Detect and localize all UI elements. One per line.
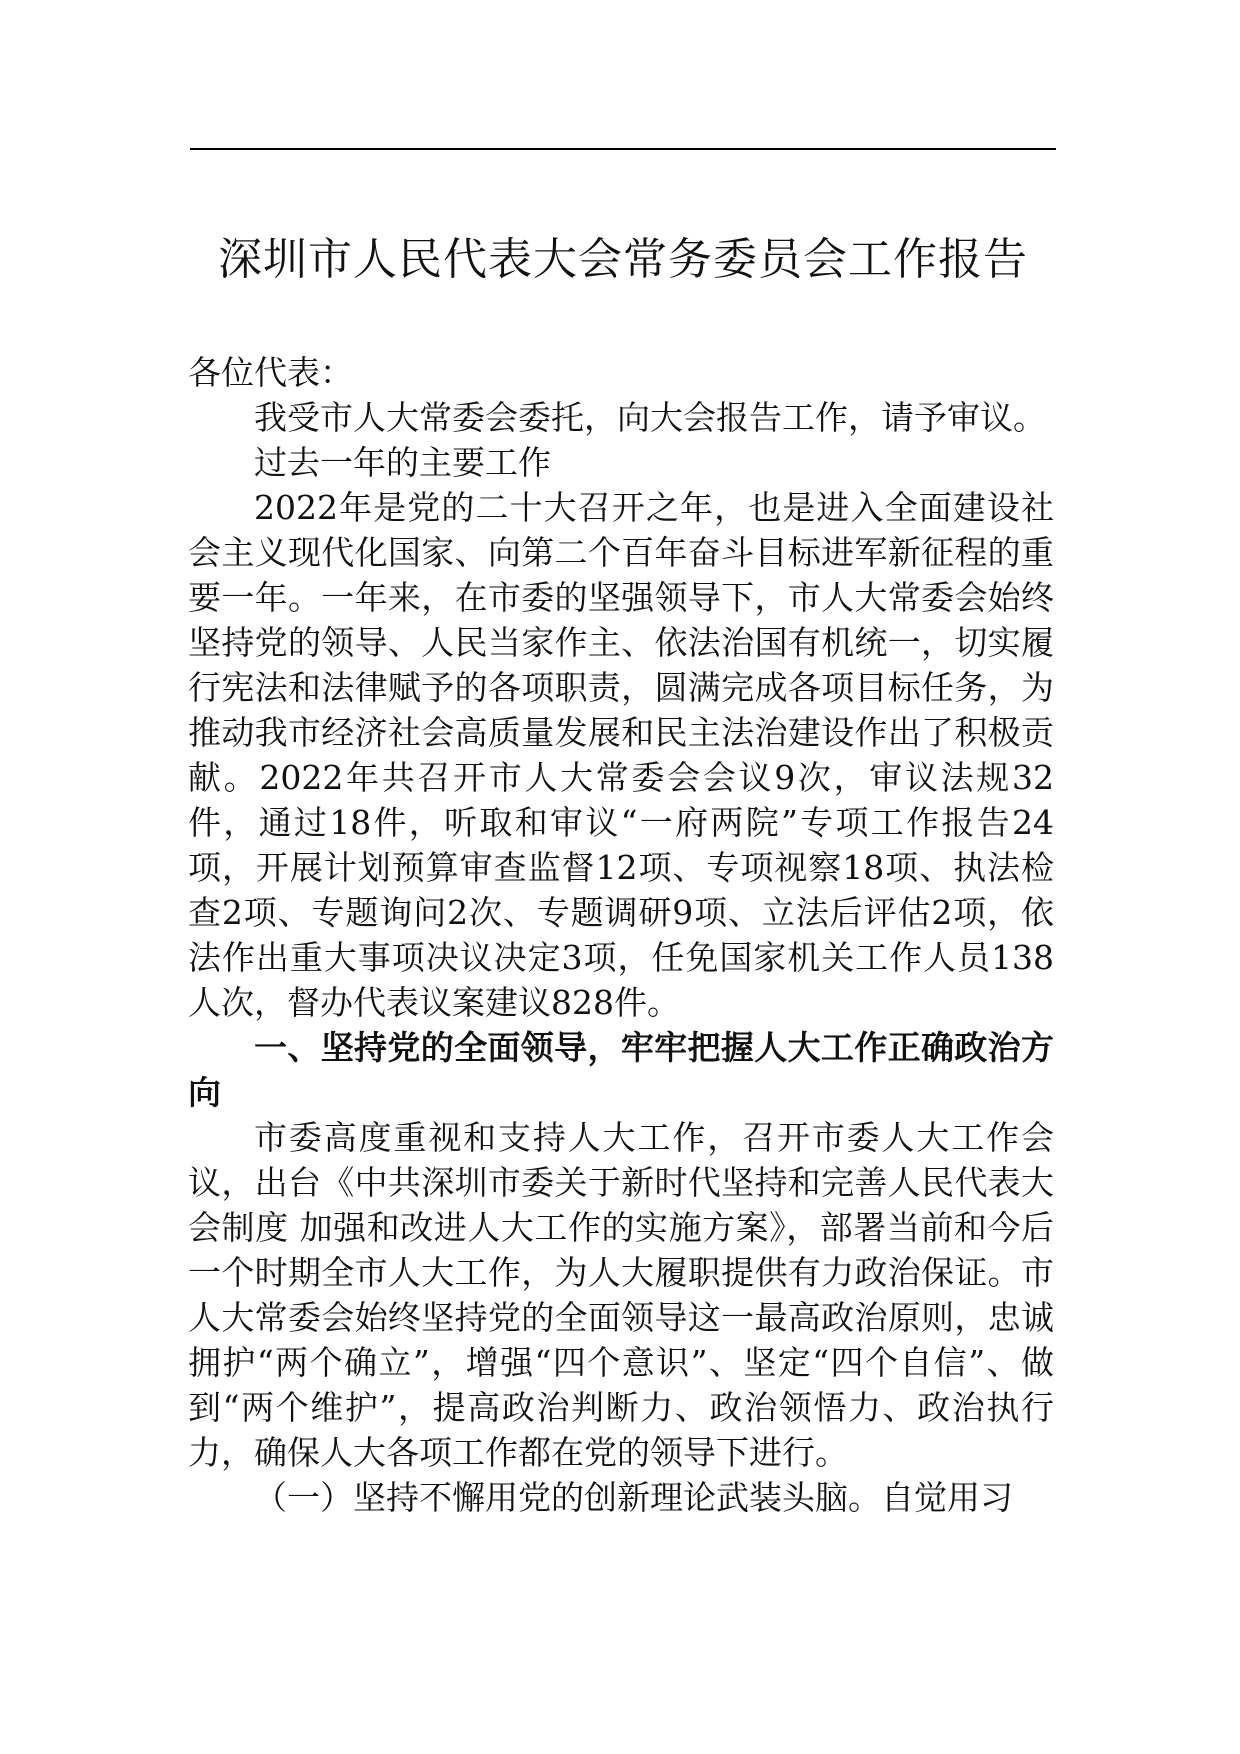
subsection-1-start: （一）坚持不懈用党的创新理论武装头脑。自觉用习 (254, 1478, 1013, 1517)
summary-paragraph: 2022年是党的二十大召开之年，也是进入全面建设社会主义现代化国家、向第二个百年奋斗目标进军新征程的重要一年。一年来，在市委的坚强领导下，市人大常委会始终坚持党的领导、人民当家作主、依法治国有机统一，切实履行宪法和法律赋予的各项职责，圆满完成各项目标任务，为推动我市经济社会高质量发展和民主法治建设作出了积极贡献。2022年共召开市人大常委会会议9次，审议法规32件，通过18件，听取和审议“一府两院”专项工作报告24项，开展计划预算审查监督12项、专项视察18项、执法检查2项、专题询问2次、专题调研9项、立法后评估2项，依法作出重大事项决议决定3项，任免国家机关工作人员138人次，督办代表议案建议828件。 (188, 488, 1054, 1022)
section-heading-1: 一、坚持党的全面领导，牢牢把握人大工作正确政治方向 (188, 1028, 1054, 1112)
section-1-paragraph: 市委高度重视和支持人大工作，召开市委人大工作会议，出台《中共深圳市委关于新时代坚持和完善人民代表大会制度 加强和改进人大工作的实施方案》，部署当前和今后一个时期全市人大工作，为人大履职提供有力政治保证。市人大常委会始终坚持党的全面领导这一最高政治原则，忠诚拥护“两个确立”，增强“四个意识”、坚定“四个自信”、做到“两个维护”，提高政治判断力、政治领悟力、政治执行力，确保人大各项工作都在党的领导下进行。 (188, 1118, 1054, 1472)
opening-paragraph: 我受市人大常委会委托，向大会报告工作，请予审议。 (254, 398, 1046, 437)
subheading-past-year: 过去一年的主要工作 (254, 443, 551, 482)
salutation: 各位代表： (188, 353, 353, 392)
document-body (188, 350, 1054, 1520)
header-rule (190, 148, 1056, 150)
document-title: 深圳市人民代表大会常务委员会工作报告 (218, 234, 1028, 285)
